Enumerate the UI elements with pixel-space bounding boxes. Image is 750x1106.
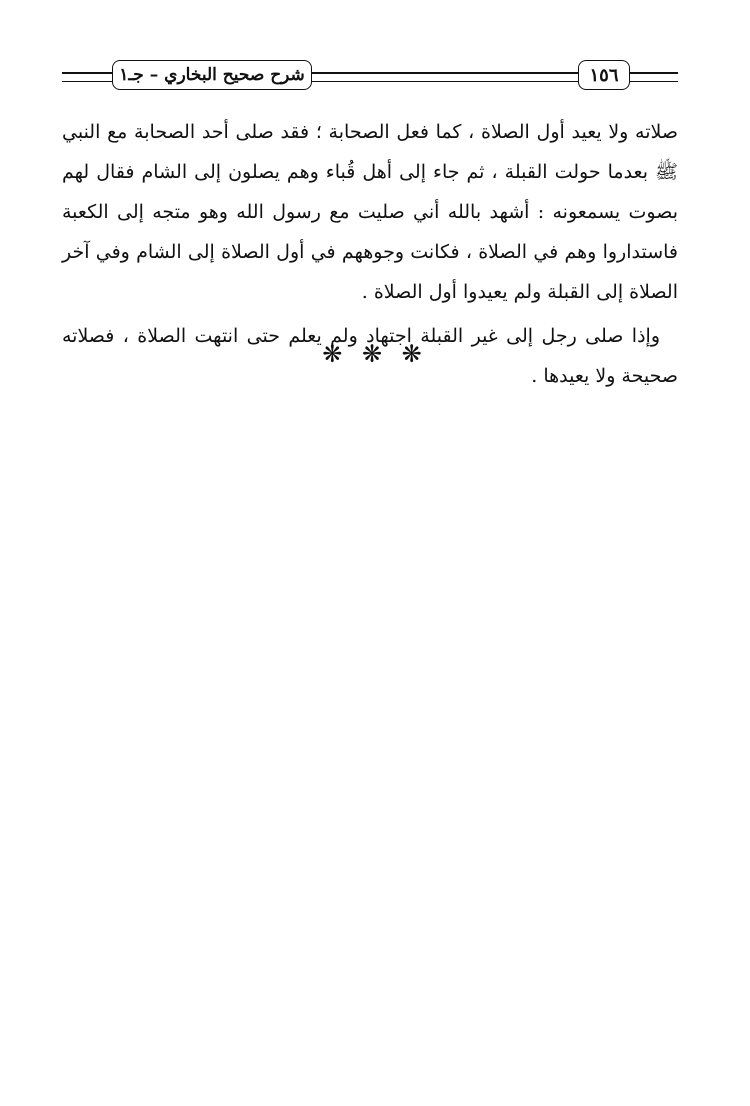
page-number: ١٥٦: [578, 60, 630, 90]
paragraph: صلاته ولا يعيد أول الصلاة ، كما فعل الصحابة ؛ فقد صلى أحد الصحابة مع النبي ﷺ بعدما حولت القبلة ، ثم جاء إلى أهل قُباء وهم يصلون إلى الشام فقال لهم بصوت يسمعونه : أشهد بالله أني صليت مع رسول الله وهو متجه إلى الكعبة فاستداروا وهم في الصلاة ، فكانت وجوههم في أول الصلاة إلى الشام وفي آخر الصلاة إلى القبلة ولم يعيدوا أول الصلاة .: [62, 121, 678, 303]
book-title: شرح صحيح البخاري – جـ١: [112, 60, 312, 90]
page-header: [62, 58, 678, 96]
paragraph: وإذا صلى رجل إلى غير القبلة اجتهاد ولم يعلم حتى انتهت الصلاة ، فصلاته صحيحة ولا يعيدها .: [62, 325, 678, 387]
section-separator: ❋ ❋ ❋: [322, 340, 428, 368]
header-rule-right: [630, 72, 678, 82]
header-rule-left: [62, 72, 112, 82]
